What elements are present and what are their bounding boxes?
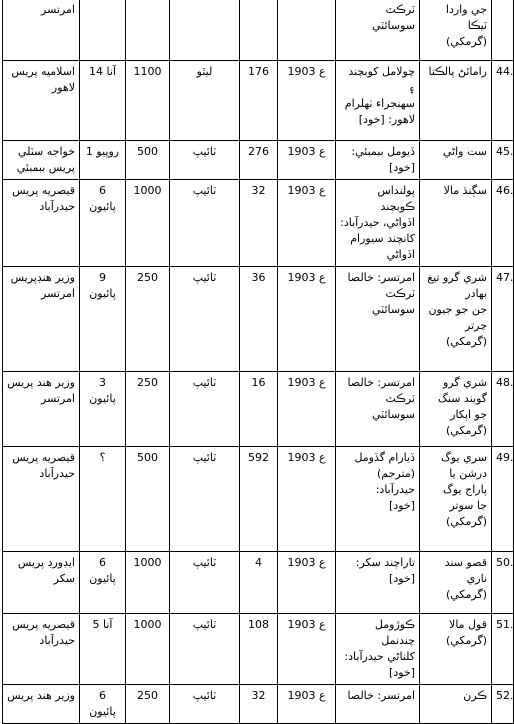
year-header-cell (278, 0, 336, 61)
price-cell: 6 پائيون (80, 685, 126, 724)
entry-number-cell: 49. (492, 447, 514, 552)
price-cell: 9 پائيون (80, 267, 126, 372)
print-type-cell: ٽائيپ (170, 552, 240, 614)
copies-cell: 500 (126, 447, 170, 552)
year-cell: 1903 ع (278, 372, 336, 447)
pages-cell: 16 (240, 372, 278, 447)
author-publisher-cell: ڪوڙومل چندنمل کلناڻي حيدرآباد: [خود] (336, 614, 420, 685)
title-cell: قول مالا (گرمکي) (420, 614, 492, 685)
print-type-cell: ٽائيپ (170, 372, 240, 447)
print-type-cell: ٽائيپ (170, 267, 240, 372)
year-cell: 1903 ع (278, 614, 336, 685)
entry-number-cell: 48. (492, 372, 514, 447)
price-header-cell (80, 0, 126, 61)
copies-cell: 250 (126, 372, 170, 447)
title-cell: شري گرو تيغ بهادر جن جو جيون چرتر (گرمکي) (420, 267, 492, 372)
publisher-cell: قيصريه پريس حيدرآباد (3, 447, 80, 552)
price-cell: ؟ (80, 447, 126, 552)
title-cell: سري يوگ درشن يا پاراج يوگ جا سوتر (گرمکي) (420, 447, 492, 552)
table-row (3, 552, 514, 614)
year-cell: 1903 ع (278, 61, 336, 141)
title-cell: شري گرو گوبند سنگ جو اپکار (گرمکي) (420, 372, 492, 447)
title-cell: رامائڻ پالڪتا (420, 61, 492, 141)
year-cell: 1903 ع (278, 141, 336, 180)
year-cell: 1903 ع (278, 180, 336, 267)
publisher-cell: وزير هند پريس (3, 685, 80, 724)
table-row (3, 372, 514, 447)
table-row (3, 267, 514, 372)
copies-cell: 1000 (126, 614, 170, 685)
title-header-cell: جي واردا ٽيڪا (گرمکي) (420, 0, 492, 61)
print-type-cell: ٽائيپ (170, 614, 240, 685)
title-cell: ڪرن (420, 685, 492, 724)
entry-number-cell: 45. (492, 141, 514, 180)
entry-number-cell: 44. (492, 61, 514, 141)
print-type-cell: ٽائيپ (170, 141, 240, 180)
table-row (3, 61, 514, 141)
author-publisher-cell: ڏيومل ببمبئي: [خود] (336, 141, 420, 180)
year-cell: 1903 ع (278, 267, 336, 372)
bibliography-table (2, 0, 514, 724)
table-row (3, 685, 514, 724)
author-publisher-cell: امرتسر: خالصا ٽرڪٽ سوسائٽي (336, 267, 420, 372)
year-cell: 1903 ع (278, 447, 336, 552)
publisher-cell: وزير هنڊپريس امرتسر (3, 267, 80, 372)
pages-cell: 108 (240, 614, 278, 685)
publisher-cell: وزير هند پريس امرتسر (3, 372, 80, 447)
author-header-cell: ٽرڪٽ سوسائٽي (336, 0, 420, 61)
publisher-cell: قيصريه پريس حيدرآباد (3, 614, 80, 685)
copies-cell: 250 (126, 685, 170, 724)
author-publisher-cell: ڏيارام گڏومل (مترجم) حيدرآباد: [خود] (336, 447, 420, 552)
publisher-cell: اسلاميه پريس لاهور (3, 61, 80, 141)
publisher-cell: ايڊورڊ پريس سکر (3, 552, 80, 614)
entry-number-cell: 50. (492, 552, 514, 614)
price-cell: 1 روپيو (80, 141, 126, 180)
copies-cell: 250 (126, 267, 170, 372)
price-cell: 6 پائيون (80, 552, 126, 614)
price-cell: 14 آنا (80, 61, 126, 141)
entry-number-cell: 52. (492, 685, 514, 724)
copies-cell: 1000 (126, 552, 170, 614)
title-cell: سڳنڌ مالا (420, 180, 492, 267)
pages-cell: 4 (240, 552, 278, 614)
print-type-header-cell (170, 0, 240, 61)
table-row (3, 614, 514, 685)
author-publisher-cell: تاراچند سکر: [خود] (336, 552, 420, 614)
price-cell: 3 پائيون (80, 372, 126, 447)
pages-cell: 176 (240, 61, 278, 141)
copies-cell: 500 (126, 141, 170, 180)
author-publisher-cell: امرتسر: خالصا ٽرڪٽ سوسائٽي (336, 372, 420, 447)
print-type-cell: ليٿو (170, 61, 240, 141)
pages-cell: 276 (240, 141, 278, 180)
pages-cell: 36 (240, 267, 278, 372)
price-cell: 5 آنا (80, 614, 126, 685)
table-row (3, 141, 514, 180)
year-cell: 1903 ع (278, 685, 336, 724)
entry-number-cell: 51. (492, 614, 514, 685)
author-publisher-cell: امرتسر: خالصا (336, 685, 420, 724)
table-row (3, 447, 514, 552)
publisher-cell: خواجه سٽلي پريس ببمبئي (3, 141, 80, 180)
author-publisher-cell: چولامل کوبچند ۽ سهنجراء ٺهلرام لاهور: [خود] (336, 61, 420, 141)
print-type-cell: ٽائيپ (170, 685, 240, 724)
copies-cell: 1000 (126, 180, 170, 267)
publisher-header-cell: امرتسر (3, 0, 80, 61)
pages-cell: 32 (240, 685, 278, 724)
pages-header-cell (240, 0, 278, 61)
author-publisher-cell: پولنداس ڪوبچند اڏواڻي، حيدرآباد: کانچند سيورام اڏواڻي (336, 180, 420, 267)
price-cell: 6 پائيون (80, 180, 126, 267)
year-cell: 1903 ع (278, 552, 336, 614)
header-row (3, 0, 514, 61)
title-cell: ست واڻي (420, 141, 492, 180)
publisher-cell: قيصريه پريس حيدرآباد (3, 180, 80, 267)
copies-header-cell (126, 0, 170, 61)
copies-cell: 1100 (126, 61, 170, 141)
title-cell: قصو سند ناري (گرمکي) (420, 552, 492, 614)
print-type-cell: ٽائيپ (170, 180, 240, 267)
pages-cell: 32 (240, 180, 278, 267)
table-row (3, 180, 514, 267)
entry-number-cell: 46. (492, 180, 514, 267)
pages-cell: 592 (240, 447, 278, 552)
number-header-cell (492, 0, 514, 61)
print-type-cell: ٽائيپ (170, 447, 240, 552)
entry-number-cell: 47. (492, 267, 514, 372)
